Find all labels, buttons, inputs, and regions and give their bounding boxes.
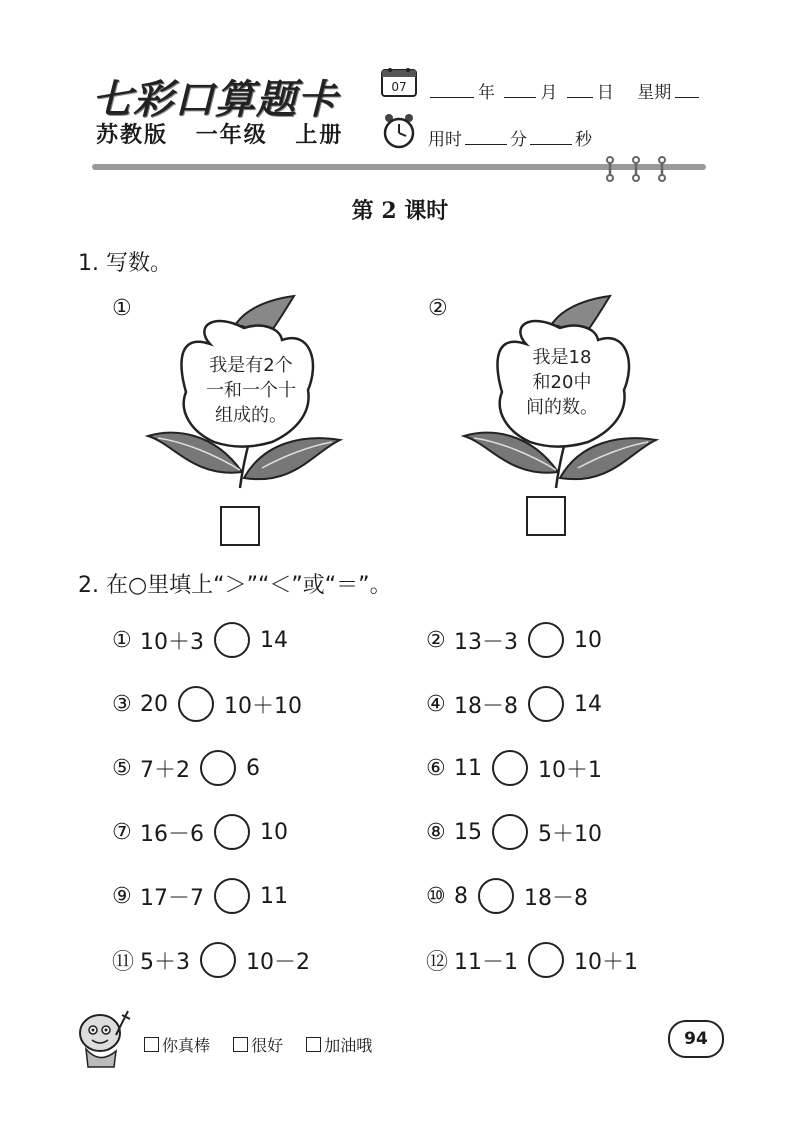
checkbox-icon[interactable]: [144, 1037, 159, 1052]
q1-item2-hint-line3: 间的数。: [526, 397, 598, 418]
q1-item2-hint-line1: 我是18: [532, 347, 592, 368]
q2-row: [426, 812, 602, 852]
eval-option[interactable]: [233, 1036, 283, 1055]
q2-item-right: 10＋1: [574, 949, 638, 975]
q2-row: [112, 876, 288, 916]
q2-row: [112, 940, 310, 980]
edition-volume: 上册: [295, 123, 344, 148]
q1-item1-hint-line1: 我是有2个: [209, 355, 293, 376]
month-label: 月: [540, 83, 558, 103]
q2-item-left: 18－8: [454, 693, 518, 719]
calendar-icon: [381, 67, 417, 97]
lesson-title: 第 2 课时: [351, 198, 449, 224]
q2-item-right: 10＋10: [224, 693, 302, 719]
q2-item-mark: ⑨: [112, 883, 132, 909]
q2-item-right: 10: [574, 627, 602, 653]
checkbox-icon[interactable]: [306, 1037, 321, 1052]
edition-label: [96, 118, 361, 149]
edition-grade: 一年级: [195, 123, 268, 148]
q2-item-left: 10＋3: [140, 629, 204, 655]
brand-title: 七彩口算题卡: [92, 76, 338, 123]
compare-circle[interactable]: [492, 750, 528, 786]
compare-circle[interactable]: [214, 878, 250, 914]
q2-item-right: 10＋1: [538, 757, 602, 783]
month-blank[interactable]: [504, 83, 536, 98]
q2-item-left: 5＋3: [140, 949, 190, 975]
q2-item-right: 5＋10: [538, 821, 602, 847]
seconds-label: 秒: [575, 130, 592, 150]
q2-row: [112, 748, 260, 788]
weekday-blank[interactable]: [675, 83, 699, 98]
weekday-label: 星期: [637, 83, 672, 103]
page-number: 94: [668, 1020, 724, 1058]
seconds-blank[interactable]: [530, 130, 572, 145]
q2-row: [426, 940, 638, 980]
q2-item-left: 13－3: [454, 629, 518, 655]
q2-item-mark: ④: [426, 691, 446, 717]
q2-item-right: 10: [260, 819, 288, 845]
q2-row: [426, 684, 602, 724]
q2-item-right: 14: [574, 691, 602, 717]
checkbox-icon[interactable]: [233, 1037, 248, 1052]
year-blank[interactable]: [430, 83, 474, 98]
q2-item-left: 11: [454, 755, 482, 781]
day-blank[interactable]: [567, 83, 593, 98]
eval-option-label: 加油哦: [324, 1036, 373, 1055]
q2-item-left: 11－1: [454, 949, 518, 975]
mascot-icon: [70, 1005, 136, 1071]
year-label: 年: [478, 83, 495, 103]
q2-item-right: 11: [260, 883, 288, 909]
compare-circle[interactable]: [200, 942, 236, 978]
q2-title: 2. 在○里填上“＞”“＜”或“＝”。: [78, 573, 392, 598]
compare-circle[interactable]: [492, 814, 528, 850]
compare-circle[interactable]: [214, 814, 250, 850]
q2-item-mark: ⑫: [426, 949, 449, 975]
q2-item-right: 18－8: [524, 885, 588, 911]
edition-publisher: 苏教版: [96, 123, 169, 148]
q2-row: [426, 876, 588, 916]
time-used-label: 用时: [428, 130, 462, 150]
q1-title: 1. 写数。: [78, 251, 172, 276]
q2-row: [426, 748, 602, 788]
minutes-blank[interactable]: [465, 130, 507, 145]
eval-option-label: 很好: [251, 1036, 284, 1055]
q2-item-mark: ③: [112, 691, 132, 717]
q1-item1-hint: [196, 353, 306, 428]
clock-icon: [381, 112, 417, 150]
q2-item-mark: ①: [112, 627, 132, 653]
q1-item1-answer-box[interactable]: [220, 506, 260, 546]
q2-item-left: 15: [454, 819, 482, 845]
q2-item-left: 8: [454, 883, 468, 909]
compare-circle[interactable]: [528, 686, 564, 722]
eval-option[interactable]: [306, 1036, 372, 1055]
compare-circle[interactable]: [528, 942, 564, 978]
q2-item-right: 14: [260, 627, 288, 653]
q1-item2-hint: [512, 345, 612, 420]
calendar-day: 07: [391, 80, 407, 94]
q2-item-left: 20: [140, 691, 168, 717]
q2-item-right: 10－2: [246, 949, 310, 975]
q1-item1-hint-line3: 组成的。: [215, 405, 287, 426]
q1-item2-hint-line2: 和20中: [532, 372, 592, 393]
binder-rings-icon: [600, 156, 676, 182]
q1-item1-mark: ①: [112, 296, 132, 321]
q2-row: [426, 620, 602, 660]
compare-circle[interactable]: [478, 878, 514, 914]
q1-item1-hint-line2: 一和一个十: [206, 380, 296, 401]
eval-option[interactable]: [144, 1036, 210, 1055]
eval-option-label: 你真棒: [162, 1036, 211, 1055]
q2-item-left: 17－7: [140, 885, 204, 911]
compare-circle[interactable]: [214, 622, 250, 658]
q1-item2-answer-box[interactable]: [526, 496, 566, 536]
q2-item-mark: ⑪: [112, 949, 135, 975]
q2-item-mark: ⑥: [426, 755, 446, 781]
compare-circle[interactable]: [528, 622, 564, 658]
q2-item-mark: ⑦: [112, 819, 132, 845]
time-fill-row: [428, 125, 592, 150]
q2-item-left: 7＋2: [140, 757, 190, 783]
q2-item-mark: ⑩: [426, 883, 446, 909]
q2-row: [112, 620, 288, 660]
q2-item-mark: ⑤: [112, 755, 132, 781]
q1-item2-mark: ②: [428, 296, 448, 321]
compare-circle[interactable]: [200, 750, 236, 786]
date-fill-row: [426, 78, 703, 103]
q2-row: [112, 812, 288, 852]
q2-item-mark: ②: [426, 627, 446, 653]
minutes-label: 分: [510, 130, 527, 150]
day-label: 日: [596, 83, 614, 103]
compare-circle[interactable]: [178, 686, 214, 722]
q2-item-left: 16－6: [140, 821, 204, 847]
q2-item-mark: ⑧: [426, 819, 446, 845]
q2-row: [112, 684, 302, 724]
q2-item-right: 6: [246, 755, 260, 781]
self-evaluation: [144, 1033, 390, 1056]
